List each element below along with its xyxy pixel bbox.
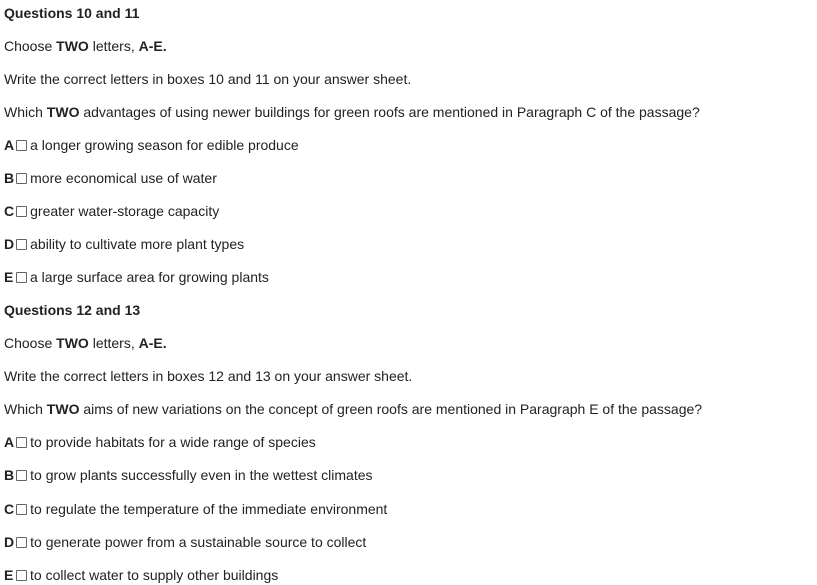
choose-count: TWO bbox=[56, 38, 89, 54]
checkbox[interactable] bbox=[16, 140, 27, 151]
question-prefix: Which bbox=[4, 104, 47, 120]
option-letter: C bbox=[4, 501, 15, 517]
option-12-13-a[interactable] bbox=[4, 434, 316, 450]
option-12-13-b[interactable] bbox=[4, 467, 373, 483]
option-text: to collect water to supply other buildings bbox=[30, 567, 279, 583]
question-rest: advantages of using newer buildings for green roofs are mentioned in Paragraph C of the passage? bbox=[79, 104, 700, 120]
checkbox[interactable] bbox=[16, 570, 27, 581]
checkbox[interactable] bbox=[16, 272, 27, 283]
choose-prefix: Choose bbox=[4, 38, 57, 54]
option-10-11-d[interactable] bbox=[4, 236, 244, 252]
option-letter: E bbox=[4, 269, 14, 285]
choose-middle: letters, bbox=[88, 335, 139, 351]
option-10-11-e[interactable] bbox=[4, 269, 269, 285]
group-1-choose-instruction bbox=[4, 38, 167, 54]
group-2-heading: Questions 12 and 13 bbox=[4, 302, 141, 318]
group-2-write-instruction: Write the correct letters in boxes 12 and 13 on your answer sheet. bbox=[4, 368, 413, 384]
option-text: to regulate the temperature of the immediate environment bbox=[30, 501, 388, 517]
option-text: a large surface area for growing plants bbox=[30, 269, 269, 285]
option-10-11-c[interactable] bbox=[4, 203, 219, 219]
option-12-13-d[interactable] bbox=[4, 534, 366, 550]
checkbox[interactable] bbox=[16, 537, 27, 548]
group-1-heading: Questions 10 and 11 bbox=[4, 5, 140, 21]
question-prefix: Which bbox=[4, 401, 47, 417]
option-letter: B bbox=[4, 467, 15, 483]
option-10-11-b[interactable] bbox=[4, 170, 217, 186]
choose-range: A-E. bbox=[138, 335, 167, 351]
question-count: TWO bbox=[46, 104, 80, 120]
option-text: more economical use of water bbox=[30, 170, 217, 186]
option-letter: B bbox=[4, 170, 15, 186]
option-text: greater water-storage capacity bbox=[30, 203, 220, 219]
option-letter: A bbox=[4, 434, 15, 450]
option-letter: D bbox=[4, 534, 15, 550]
option-text: to grow plants successfully even in the wettest climates bbox=[30, 467, 373, 483]
group-1-question bbox=[4, 104, 700, 120]
option-text: to generate power from a sustainable source to collect bbox=[30, 534, 367, 550]
checkbox[interactable] bbox=[16, 206, 27, 217]
option-12-13-e[interactable] bbox=[4, 567, 278, 583]
checkbox[interactable] bbox=[16, 173, 27, 184]
choose-prefix: Choose bbox=[4, 335, 57, 351]
checkbox[interactable] bbox=[16, 437, 27, 448]
question-count: TWO bbox=[46, 401, 80, 417]
group-2-question bbox=[4, 401, 702, 417]
group-1-write-instruction: Write the correct letters in boxes 10 and 11 on your answer sheet. bbox=[4, 71, 412, 87]
checkbox[interactable] bbox=[16, 470, 27, 481]
option-letter: E bbox=[4, 567, 14, 583]
option-12-13-c[interactable] bbox=[4, 501, 387, 517]
choose-count: TWO bbox=[56, 335, 89, 351]
group-2-choose-instruction bbox=[4, 335, 167, 351]
question-rest: aims of new variations on the concept of green roofs are mentioned in Paragraph E of the passage? bbox=[79, 401, 703, 417]
option-text: to provide habitats for a wide range of species bbox=[30, 434, 316, 450]
checkbox[interactable] bbox=[16, 239, 27, 250]
option-letter: D bbox=[4, 236, 15, 252]
choose-middle: letters, bbox=[88, 38, 139, 54]
option-letter: A bbox=[4, 137, 15, 153]
choose-range: A-E. bbox=[138, 38, 167, 54]
option-10-11-a[interactable] bbox=[4, 137, 299, 153]
option-letter: C bbox=[4, 203, 15, 219]
option-text: a longer growing season for edible produce bbox=[30, 137, 299, 153]
option-text: ability to cultivate more plant types bbox=[30, 236, 245, 252]
checkbox[interactable] bbox=[16, 504, 27, 515]
